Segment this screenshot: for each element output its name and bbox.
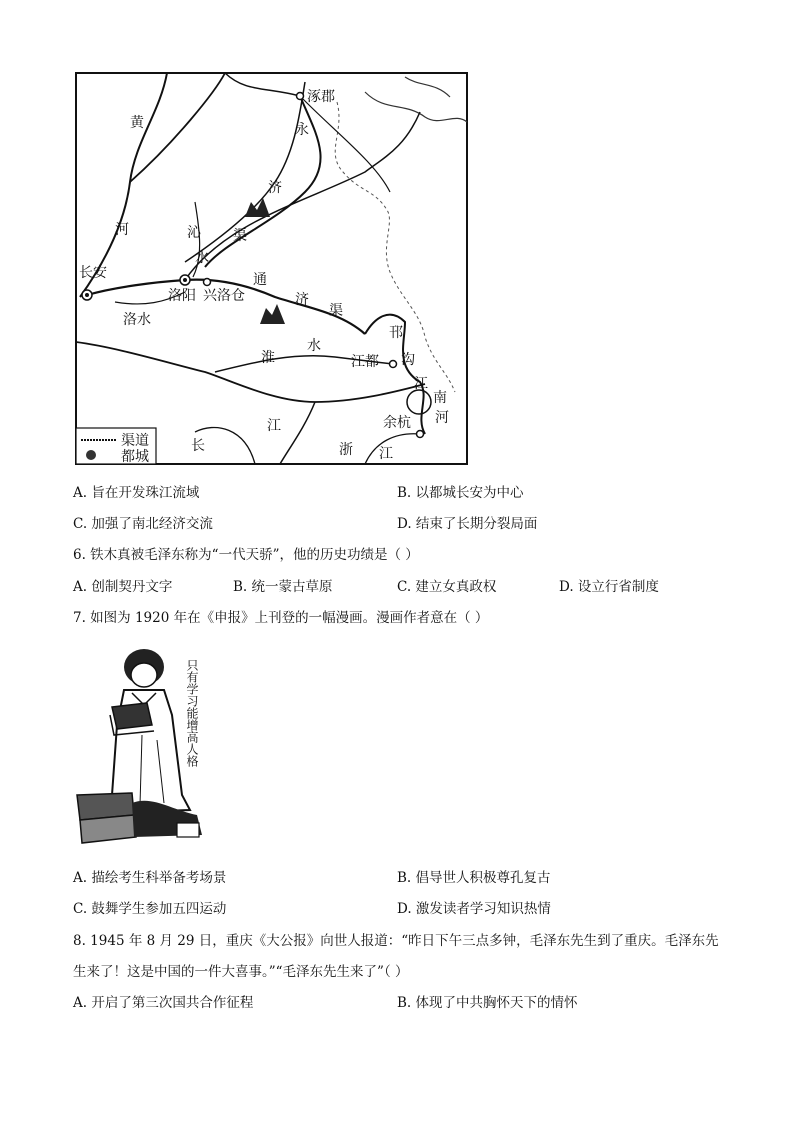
legend-capital: 都城 bbox=[121, 449, 149, 465]
label-qu-1: 渠 bbox=[233, 228, 247, 244]
study-cartoon bbox=[72, 645, 212, 850]
q8-option-b: B. 体现了中共胸怀天下的情怀 bbox=[397, 995, 578, 1011]
q7-option-d: D. 激发读者学习知识热情 bbox=[397, 901, 551, 917]
label-jiang-1: 江 bbox=[267, 418, 281, 434]
label-he: 河 bbox=[115, 222, 129, 238]
q7-option-c: C. 鼓舞学生参加五四运动 bbox=[73, 901, 227, 917]
label-qu-2: 渠 bbox=[329, 303, 343, 319]
q6-stem: 6. 铁木真被毛泽东称为“一代天骄”，他的历史功绩是（ ） bbox=[73, 547, 419, 563]
q7-option-b: B. 倡导世人积极尊孔复古 bbox=[397, 870, 551, 886]
q5-option-b: B. 以都城长安为中心 bbox=[397, 485, 524, 501]
q8-option-a: A. 开启了第三次国共合作征程 bbox=[73, 995, 254, 1011]
grand-canal-map bbox=[75, 72, 468, 465]
label-tong: 通 bbox=[253, 272, 267, 288]
label-changan: 长安 bbox=[79, 265, 107, 281]
label-qin: 沁 bbox=[187, 225, 201, 241]
q7-option-a: A. 描绘考生科举备考场景 bbox=[73, 870, 227, 886]
label-zhuojun: 涿郡 bbox=[307, 89, 335, 105]
q5-option-a: A. 旨在开发珠江流域 bbox=[73, 485, 200, 501]
label-luoshui: 洛水 bbox=[123, 312, 151, 328]
label-he-2: 河 bbox=[435, 410, 449, 426]
label-han: 邗 bbox=[389, 325, 403, 341]
label-xingluocang: 兴洛仓 bbox=[203, 288, 245, 304]
q6-option-b: B. 统一蒙古草原 bbox=[233, 579, 333, 595]
legend-canal: 渠道 bbox=[121, 433, 149, 449]
label-ji-2: 济 bbox=[295, 292, 309, 308]
label-shui-1: 水 bbox=[195, 250, 209, 266]
label-zhe: 浙 bbox=[339, 442, 353, 458]
label-jiangdu: 江都 bbox=[351, 354, 379, 370]
cartoon-caption: 只有学习能增高人格 bbox=[185, 659, 199, 767]
q6-option-c: C. 建立女真政权 bbox=[397, 579, 497, 595]
map-svg bbox=[75, 72, 468, 465]
label-huai: 淮 bbox=[261, 350, 275, 366]
label-nan: 南 bbox=[433, 390, 447, 406]
q6-option-d: D. 设立行省制度 bbox=[559, 579, 659, 595]
q6-option-a: A. 创制契丹文字 bbox=[73, 579, 173, 595]
label-jiang-2: 江 bbox=[379, 446, 393, 462]
label-yong: 永 bbox=[295, 122, 309, 138]
q8-stem-line2: 生来了！这是中国的一件大喜事。”“毛泽东先生来了”（ ） bbox=[73, 964, 409, 980]
q7-stem: 7. 如图为 1920 年在《申报》上刊登的一幅漫画。漫画作者意在（ ） bbox=[73, 610, 489, 626]
label-shui-2: 水 bbox=[307, 338, 321, 354]
label-yuhang: 余杭 bbox=[383, 415, 411, 431]
label-chang: 长 bbox=[191, 438, 205, 454]
label-huang: 黄 bbox=[130, 115, 144, 131]
q5-option-c: C. 加强了南北经济交流 bbox=[73, 516, 213, 532]
label-gou: 沟 bbox=[401, 352, 415, 368]
q5-option-d: D. 结束了长期分裂局面 bbox=[397, 516, 538, 532]
label-luoyang: 洛阳 bbox=[168, 288, 196, 304]
cartoon-svg bbox=[72, 645, 212, 850]
label-jiang-south: 江 bbox=[414, 376, 428, 392]
q8-stem-line1: 8. 1945 年 8 月 29 日，重庆《大公报》向世人报道：“昨日下午三点多钟，毛泽东先生到了重庆。毛泽东先 bbox=[73, 933, 719, 949]
label-ji-1: 济 bbox=[268, 180, 282, 196]
